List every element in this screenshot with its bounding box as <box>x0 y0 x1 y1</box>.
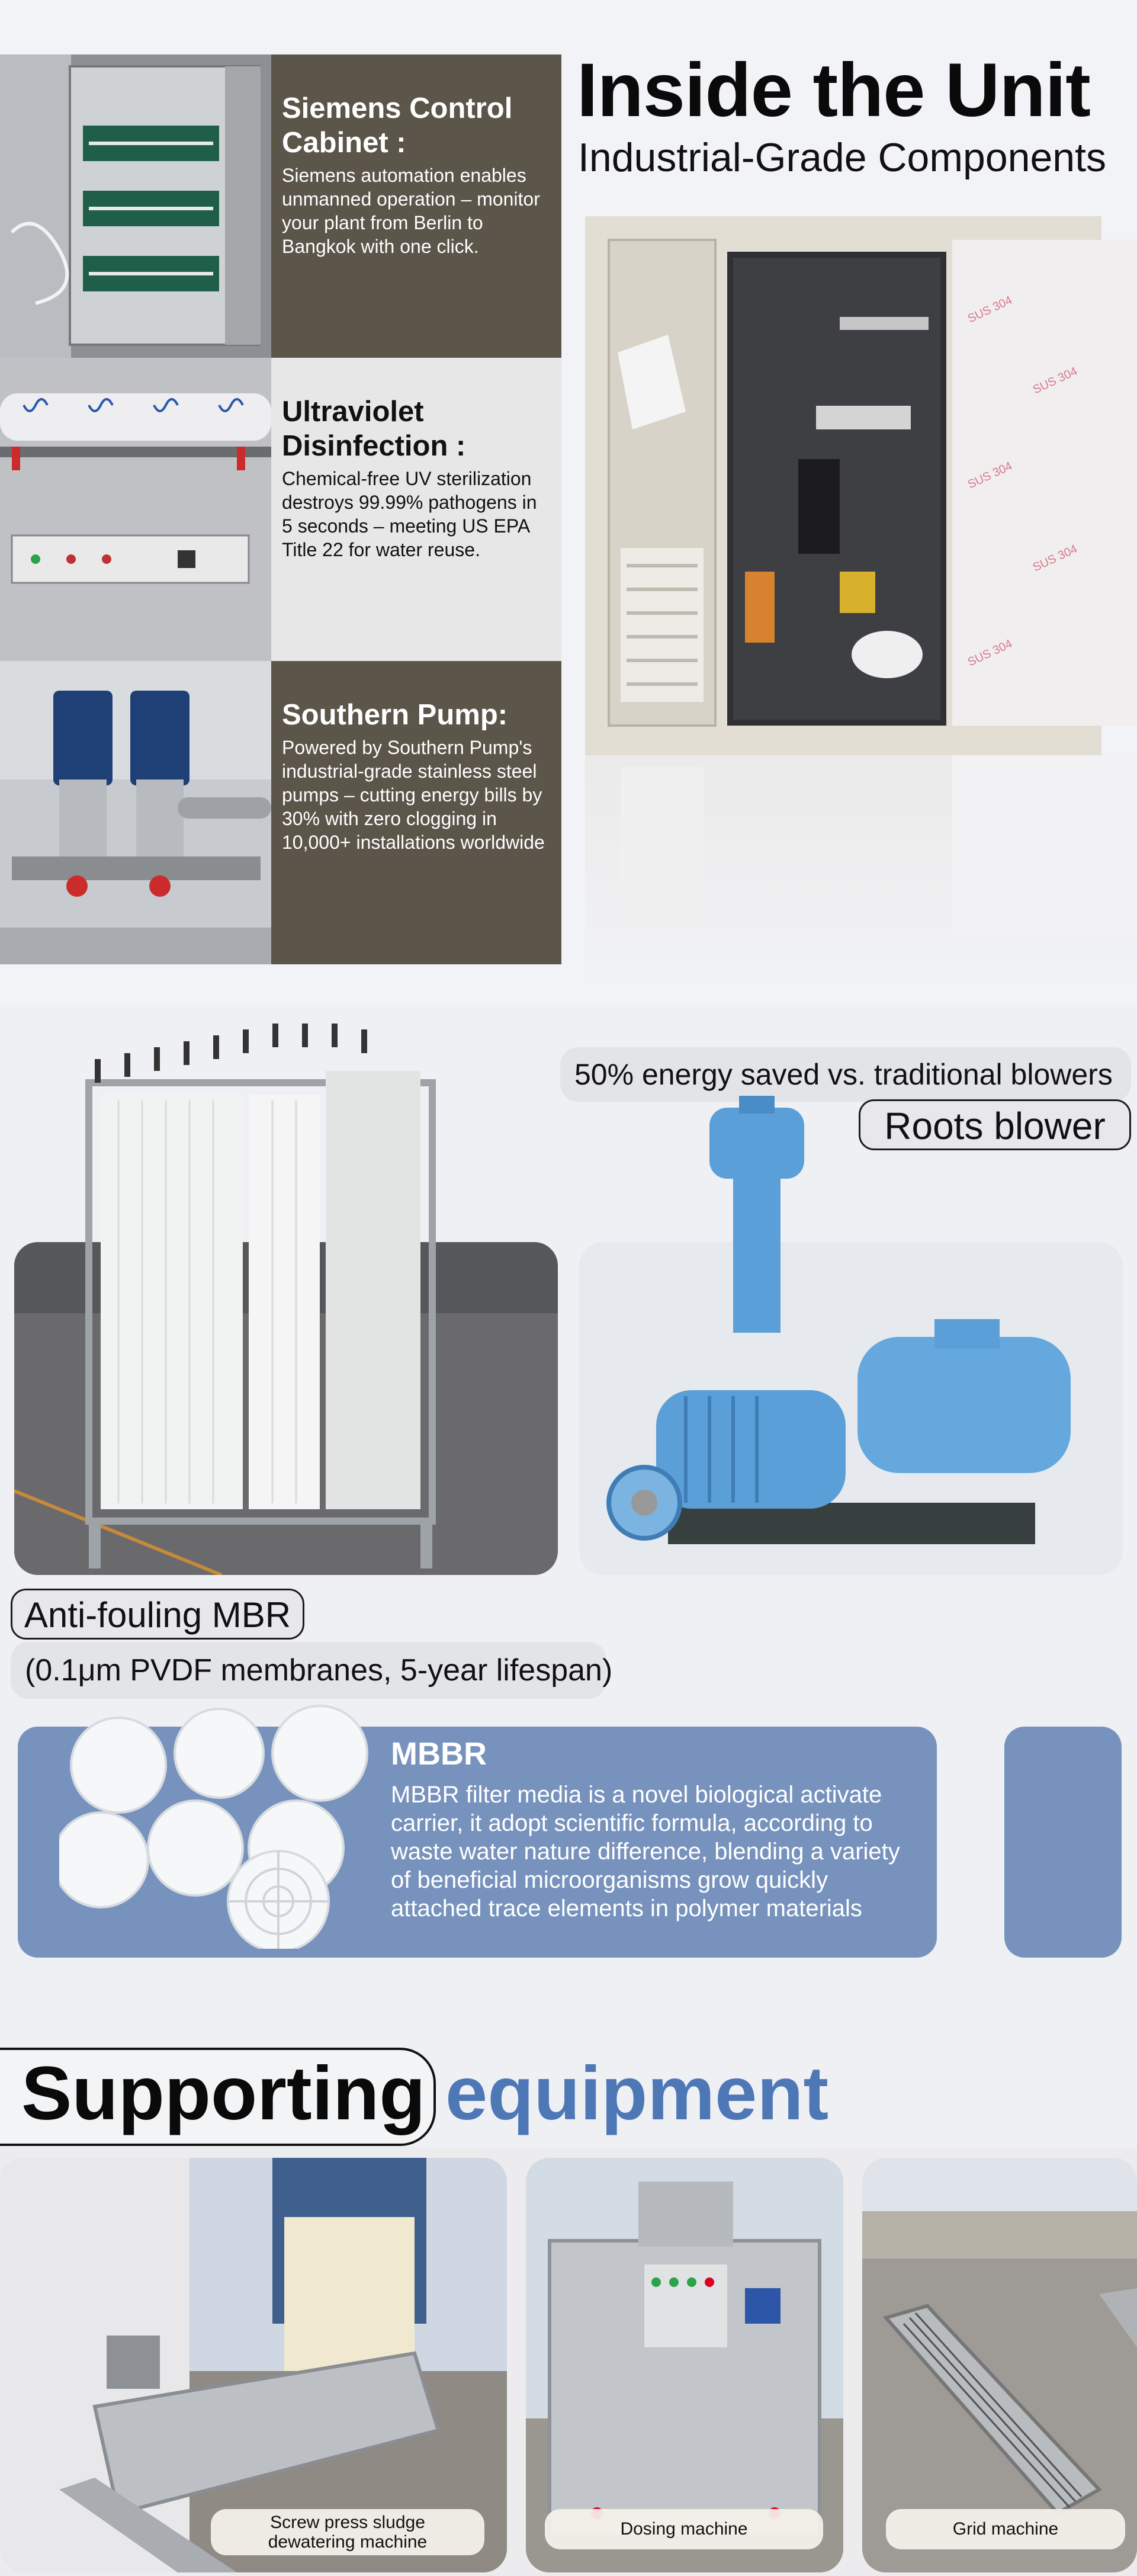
uv-disinfection-photo <box>0 358 271 661</box>
feature-uv-panel <box>271 358 561 661</box>
southern-pump-photo <box>0 661 271 964</box>
roots-blower-label: Roots blower <box>859 1099 1131 1150</box>
svg-text:SUS 304: SUS 304 <box>965 637 1014 669</box>
supporting-title-accent: equipment <box>445 2051 829 2136</box>
mbbr-media-photo <box>59 1700 391 1949</box>
svg-text:SUS 304: SUS 304 <box>965 459 1014 492</box>
feature-pump-body: Powered by Southern Pump's industrial-grade stainless steel pumps – cutting energy bills by 30% with zero clogging in 10,000+ installations worldwide <box>282 737 545 853</box>
mbbr-side-tile <box>1004 1727 1122 1958</box>
svg-text:SUS 304: SUS 304 <box>1030 542 1080 575</box>
mbr-spec: (0.1μm PVDF membranes, 5-year lifespan) <box>11 1642 606 1699</box>
screw-press-label-line1: Screw press sludge <box>270 2513 425 2532</box>
roots-blower-tagline: 50% energy saved vs. traditional blowers <box>560 1047 1131 1102</box>
hero-title: Inside the Unit <box>577 48 1090 133</box>
mbbr-body: MBBR filter media is a novel biological activate carrier, it adopt scientific formula, according to waste water nature difference, blending a variety of beneficial microorganisms grow quickly attached trace elements in polymer materials <box>391 1782 900 1921</box>
control-cabinet-photo <box>0 54 271 358</box>
svg-text:SUS 304: SUS 304 <box>1030 364 1080 397</box>
mbr-membrane-photo <box>77 1018 450 1568</box>
feature-pump-title: Southern Pump: <box>282 699 508 731</box>
mbbr-title: MBBR <box>391 1736 487 1772</box>
feature-siemens-title: Siemens Control Cabinet : <box>282 92 513 159</box>
roots-blower-silencer <box>698 1096 816 1333</box>
svg-text:SUS 304: SUS 304 <box>965 293 1014 326</box>
mbr-label: Anti-fouling MBR <box>11 1589 304 1640</box>
unit-cabinet-reflection <box>585 755 1137 986</box>
grid-machine-label: Grid machine <box>886 2509 1125 2549</box>
feature-siemens-panel <box>271 54 561 358</box>
feature-siemens-body: Siemens automation enables unmanned operation – monitor your plant from Berlin to Bangkok with one click. <box>282 165 540 257</box>
screw-press-label-line2: dewatering machine <box>268 2532 428 2552</box>
roots-blower-photo <box>579 1242 1123 1575</box>
feature-pump-panel <box>271 661 561 964</box>
supporting-title: Supporting <box>21 2051 426 2136</box>
feature-uv-title: Ultraviolet Disinfection : <box>282 396 466 462</box>
screw-press-label <box>211 2509 484 2555</box>
hero-subtitle: Industrial-Grade Components <box>578 135 1107 180</box>
dosing-machine-label: Dosing machine <box>545 2509 823 2549</box>
feature-uv-body: Chemical-free UV sterilization destroys 99.99% pathogens in 5 seconds – meeting US EPA Title 22 for water reuse. <box>282 468 537 560</box>
unit-cabinet-photo <box>585 216 1137 755</box>
